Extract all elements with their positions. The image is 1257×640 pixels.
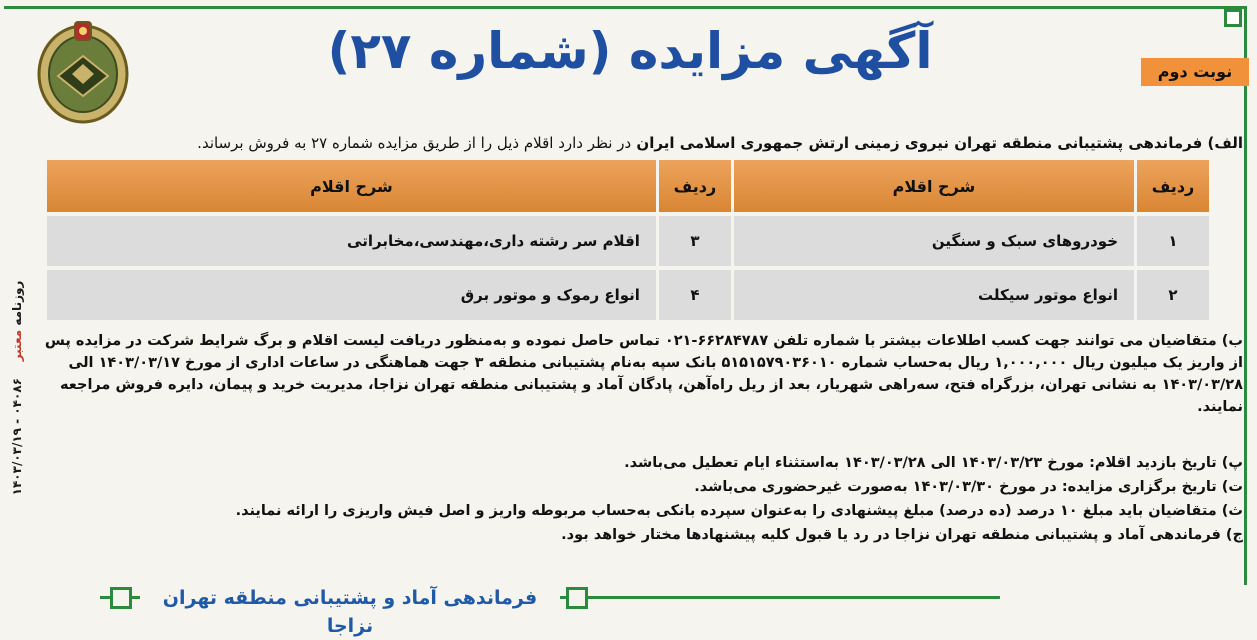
table-row (44, 266, 1209, 320)
intro-rest: در نظر دارد اقلام ذیل را از طریق مزایده شماره ۲۷ به فروش برساند. (197, 134, 632, 152)
corner-square-icon (1224, 9, 1242, 27)
publication-round-badge: نوبت دوم (1141, 58, 1249, 86)
clause-t-text: در مورخ ۱۴۰۳/۰۳/۳۰ به‌صورت غیرحضوری می‌باشد. (694, 479, 1057, 495)
clause-t-label: ت) تاریخ برگزاری مزایده: (1061, 479, 1243, 495)
intro-bold: فرماندهی پشتیبانی منطقه تهران نیروی زمینی ارتش جمهوری اسلامی ایران (636, 134, 1203, 152)
table-header-row (44, 160, 1209, 212)
side-prefix: روزنامه (10, 280, 24, 326)
intro-line (113, 134, 1243, 152)
cell-number: ۲ (1134, 266, 1209, 320)
cell-description: اقلام سر رشته داری،مهندسی،مخابراتی (44, 212, 656, 266)
ad-title: آگهی مزایده (شماره ۲۷) (327, 22, 933, 80)
intro-label: الف) (1207, 134, 1243, 152)
clause-p-label: پ) تاریخ بازدید اقلام: (1089, 455, 1243, 471)
cell-description: انواع رموک و موتور برق (44, 266, 656, 320)
header-description-2: شرح اقلام (44, 160, 656, 212)
clause-p-text: مورخ ۱۴۰۳/۰۳/۲۳ الی ۱۴۰۳/۰۳/۲۸ به‌استثناء ایام تعطیل می‌باشد. (624, 455, 1085, 471)
header-row-number-2: ردیف (656, 160, 731, 212)
header-row-number: ردیف (1134, 160, 1209, 212)
cell-number: ۳ (656, 212, 731, 266)
clause-p (43, 452, 1243, 474)
cell-description: انواع موتور سیکلت (731, 266, 1134, 320)
items-table (44, 160, 1209, 320)
header-description: شرح اقلام (731, 160, 1134, 212)
cell-number: ۴ (656, 266, 731, 320)
army-emblem-icon (34, 16, 132, 126)
newspaper-side-label (2, 238, 32, 538)
cell-description: خودروهای سبک و سنگین (731, 212, 1134, 266)
clause-j: ج) فرماندهی آماد و پشتیبانی منطقه تهران نزاجا در رد یا قبول کلیه پیشنهادها مختار خواهد بود. (561, 527, 1243, 543)
clause-s: ث) متقاضیان باید مبلغ ۱۰ درصد (ده درصد) مبلغ پیشنهادی را به‌عنوان سپرده بانکی به‌حساب مربوطه واریز و اصل فیش واریزی را ارائه نمایند. (235, 503, 1243, 519)
side-ref: ۰۴۰۸۶ - ۱۴۰۳/۰۳/۱۹ (10, 378, 24, 496)
footer-organization: فرماندهی آماد و پشتیبانی منطقه تهران نزاجا (140, 584, 560, 640)
table-row (44, 212, 1209, 266)
footer-bar (100, 584, 1000, 637)
cell-number: ۱ (1134, 212, 1209, 266)
footer-square-icon (110, 587, 132, 609)
clause-b: ب) متقاضیان می توانند جهت کسب اطلاعات بیشتر با شماره تلفن ۶۶۲۸۴۷۸۷-۰۲۱ تماس حاصل نموده و به‌منظور دریافت لیست اقلام و برگ شرایط شرکت در مزایده پس از واریز یک میلیون ریال ۱,۰۰۰,۰۰۰ ریال به‌حساب شماره ۵۱۵۱۵۷۹۰۳۶۰۱۰ بانک سپه به‌نام پشتیبانی منطقه ۳ جهت هماهنگی در ساعات اداری از مورخ ۱۴۰۳/۰۳/۱۷ الی ۱۴۰۳/۰۳/۲۸ به نشانی تهران، بزرگراه فتح، سه‌راهی شهریار، بعد از ریل راه‌آهن، پادگان آماد و پشتیبانی منطقه تهران نزاجا، مدیریت خرید و پیمان، دایره فروش مراجعه نمایند. (44, 333, 1243, 415)
side-brand: معتبر (10, 329, 24, 362)
clause-t (43, 476, 1243, 498)
footer-square-icon (566, 587, 588, 609)
